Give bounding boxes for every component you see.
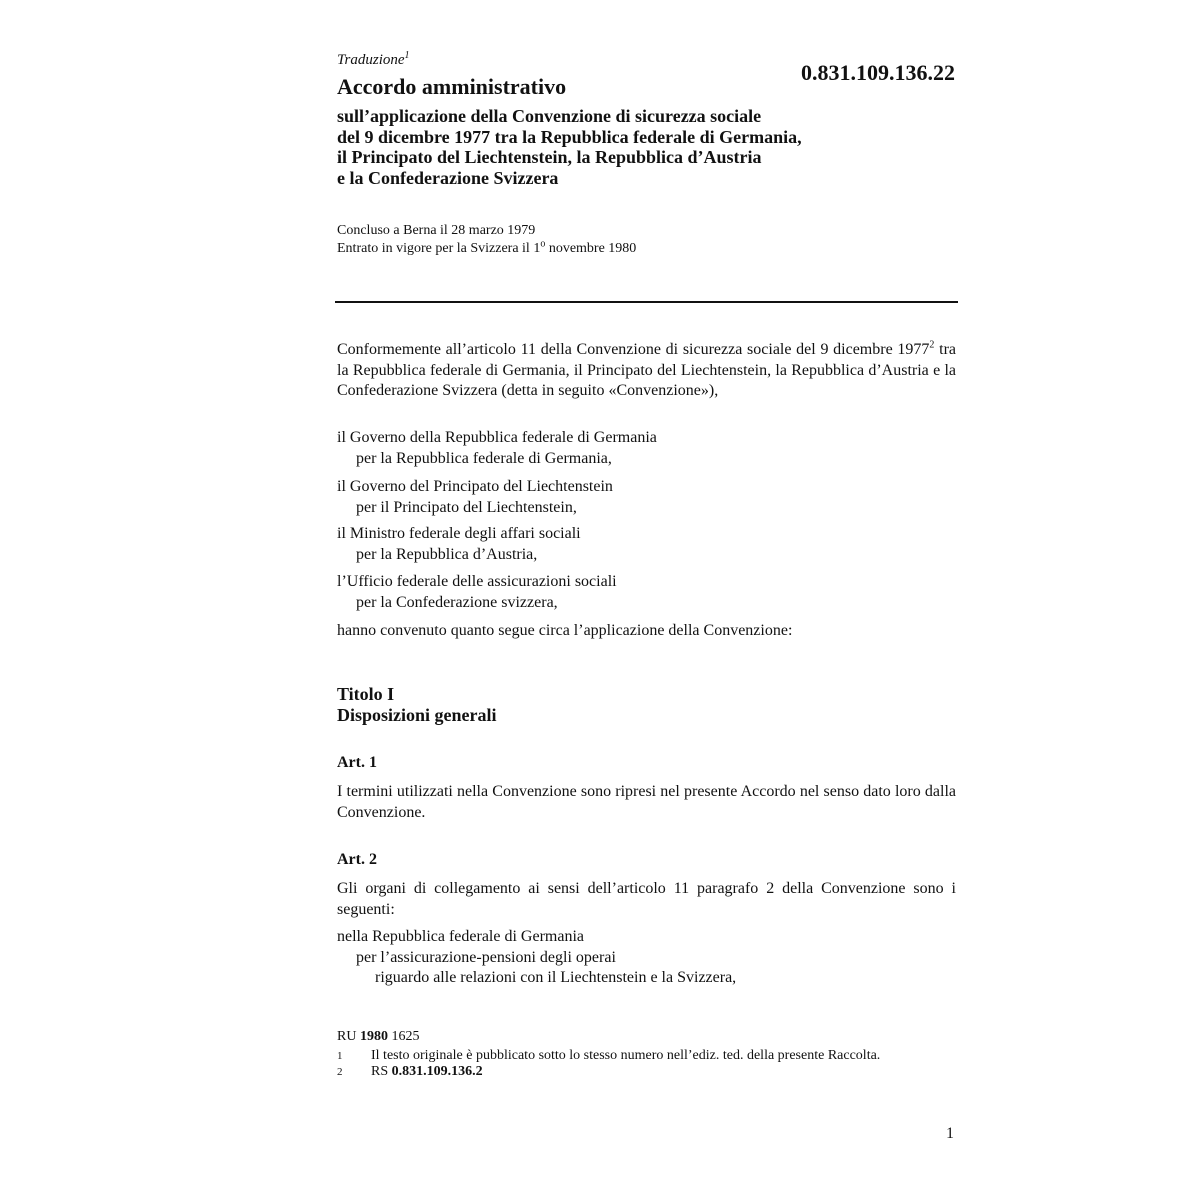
document-dates [337, 222, 636, 258]
entry-into-force: Entrato in vigore per la Svizzera il 1$^o$ novembre 1980 [337, 238, 637, 256]
preamble-paragraph: Conformemente all’articolo 11 della Convenzione di sicurezza sociale del 9 dicembre 1977$^2$ tra la Repubblica federale di Germania, il Principato del Liechtenstein, la Repubblica d’Austria e la Confederazione Svizzera (detta in seguito «Convenzione»), [337, 339, 956, 399]
subtitle-line: del 9 dicembre 1977 tra la Repubblica federale di Germania, [337, 126, 802, 147]
party-germany: il Governo della Repubblica federale di Germania per la Repubblica federale di Germania, [337, 429, 657, 467]
footnotes [337, 1048, 937, 1080]
footnote-ref-2[interactable]: 2 [929, 339, 935, 351]
article-1-text: I termini utilizzati nella Convenzione sono ripresi nel presente Accordo nel senso dato loro dalla Convenzione. [337, 783, 956, 821]
subtitle-line: il Principato del Liechtenstein, la Repubblica d’Austria [337, 147, 762, 167]
document-title: Accordo amministrativo [337, 74, 567, 99]
document-subtitle [337, 106, 957, 188]
article-1-heading: Art. 1 [337, 754, 377, 771]
header-divider [335, 301, 958, 303]
section-title: Titolo I Disposizioni generali [337, 684, 497, 725]
footnote-ref-1[interactable]: 1 [404, 50, 410, 61]
subtitle-line: e la Confederazione Svizzera [337, 167, 559, 188]
page-number: 1 [946, 1125, 954, 1142]
article-2-list: nella Repubblica federale di Germania per l’assicurazione-pensioni degli operai riguardo alle relazioni con il Liechtenstein e la Svizzera, [337, 928, 737, 986]
article-2-heading: Art. 2 [337, 851, 377, 868]
party-liechtenstein: il Governo del Principato del Liechtenstein per il Principato del Liechtenstein, [337, 478, 613, 516]
party-austria: il Ministro federale degli affari sociali per la Repubblica d’Austria, [337, 525, 581, 563]
party-switzerland: l’Ufficio federale delle assicurazioni sociali per la Confederazione svizzera, [337, 573, 617, 611]
footnote-1: 1 Il testo originale è pubblicato sotto lo stesso numero nell’ediz. ted. della presente Raccolta. [337, 1048, 881, 1063]
preamble-conclusion: hanno convenuto quanto segue circa l’applicazione della Convenzione: [337, 622, 793, 639]
footnote-2: 2 RS 0.831.109.136.2 [337, 1064, 483, 1079]
translation-label: Traduzione$^1$ [337, 50, 410, 68]
subtitle-line: sull’applicazione della Convenzione di sicurezza sociale [337, 106, 762, 126]
concluded-date: Concluso a Berna il 28 marzo 1979 [337, 223, 536, 238]
document-number: 0.831.109.136.22 [801, 60, 955, 85]
ru-reference: RU 1980 1625 [337, 1029, 420, 1044]
article-2-text: Gli organi di collegamento ai sensi dell’articolo 11 paragrafo 2 della Convenzione sono i seguenti: [337, 880, 956, 918]
